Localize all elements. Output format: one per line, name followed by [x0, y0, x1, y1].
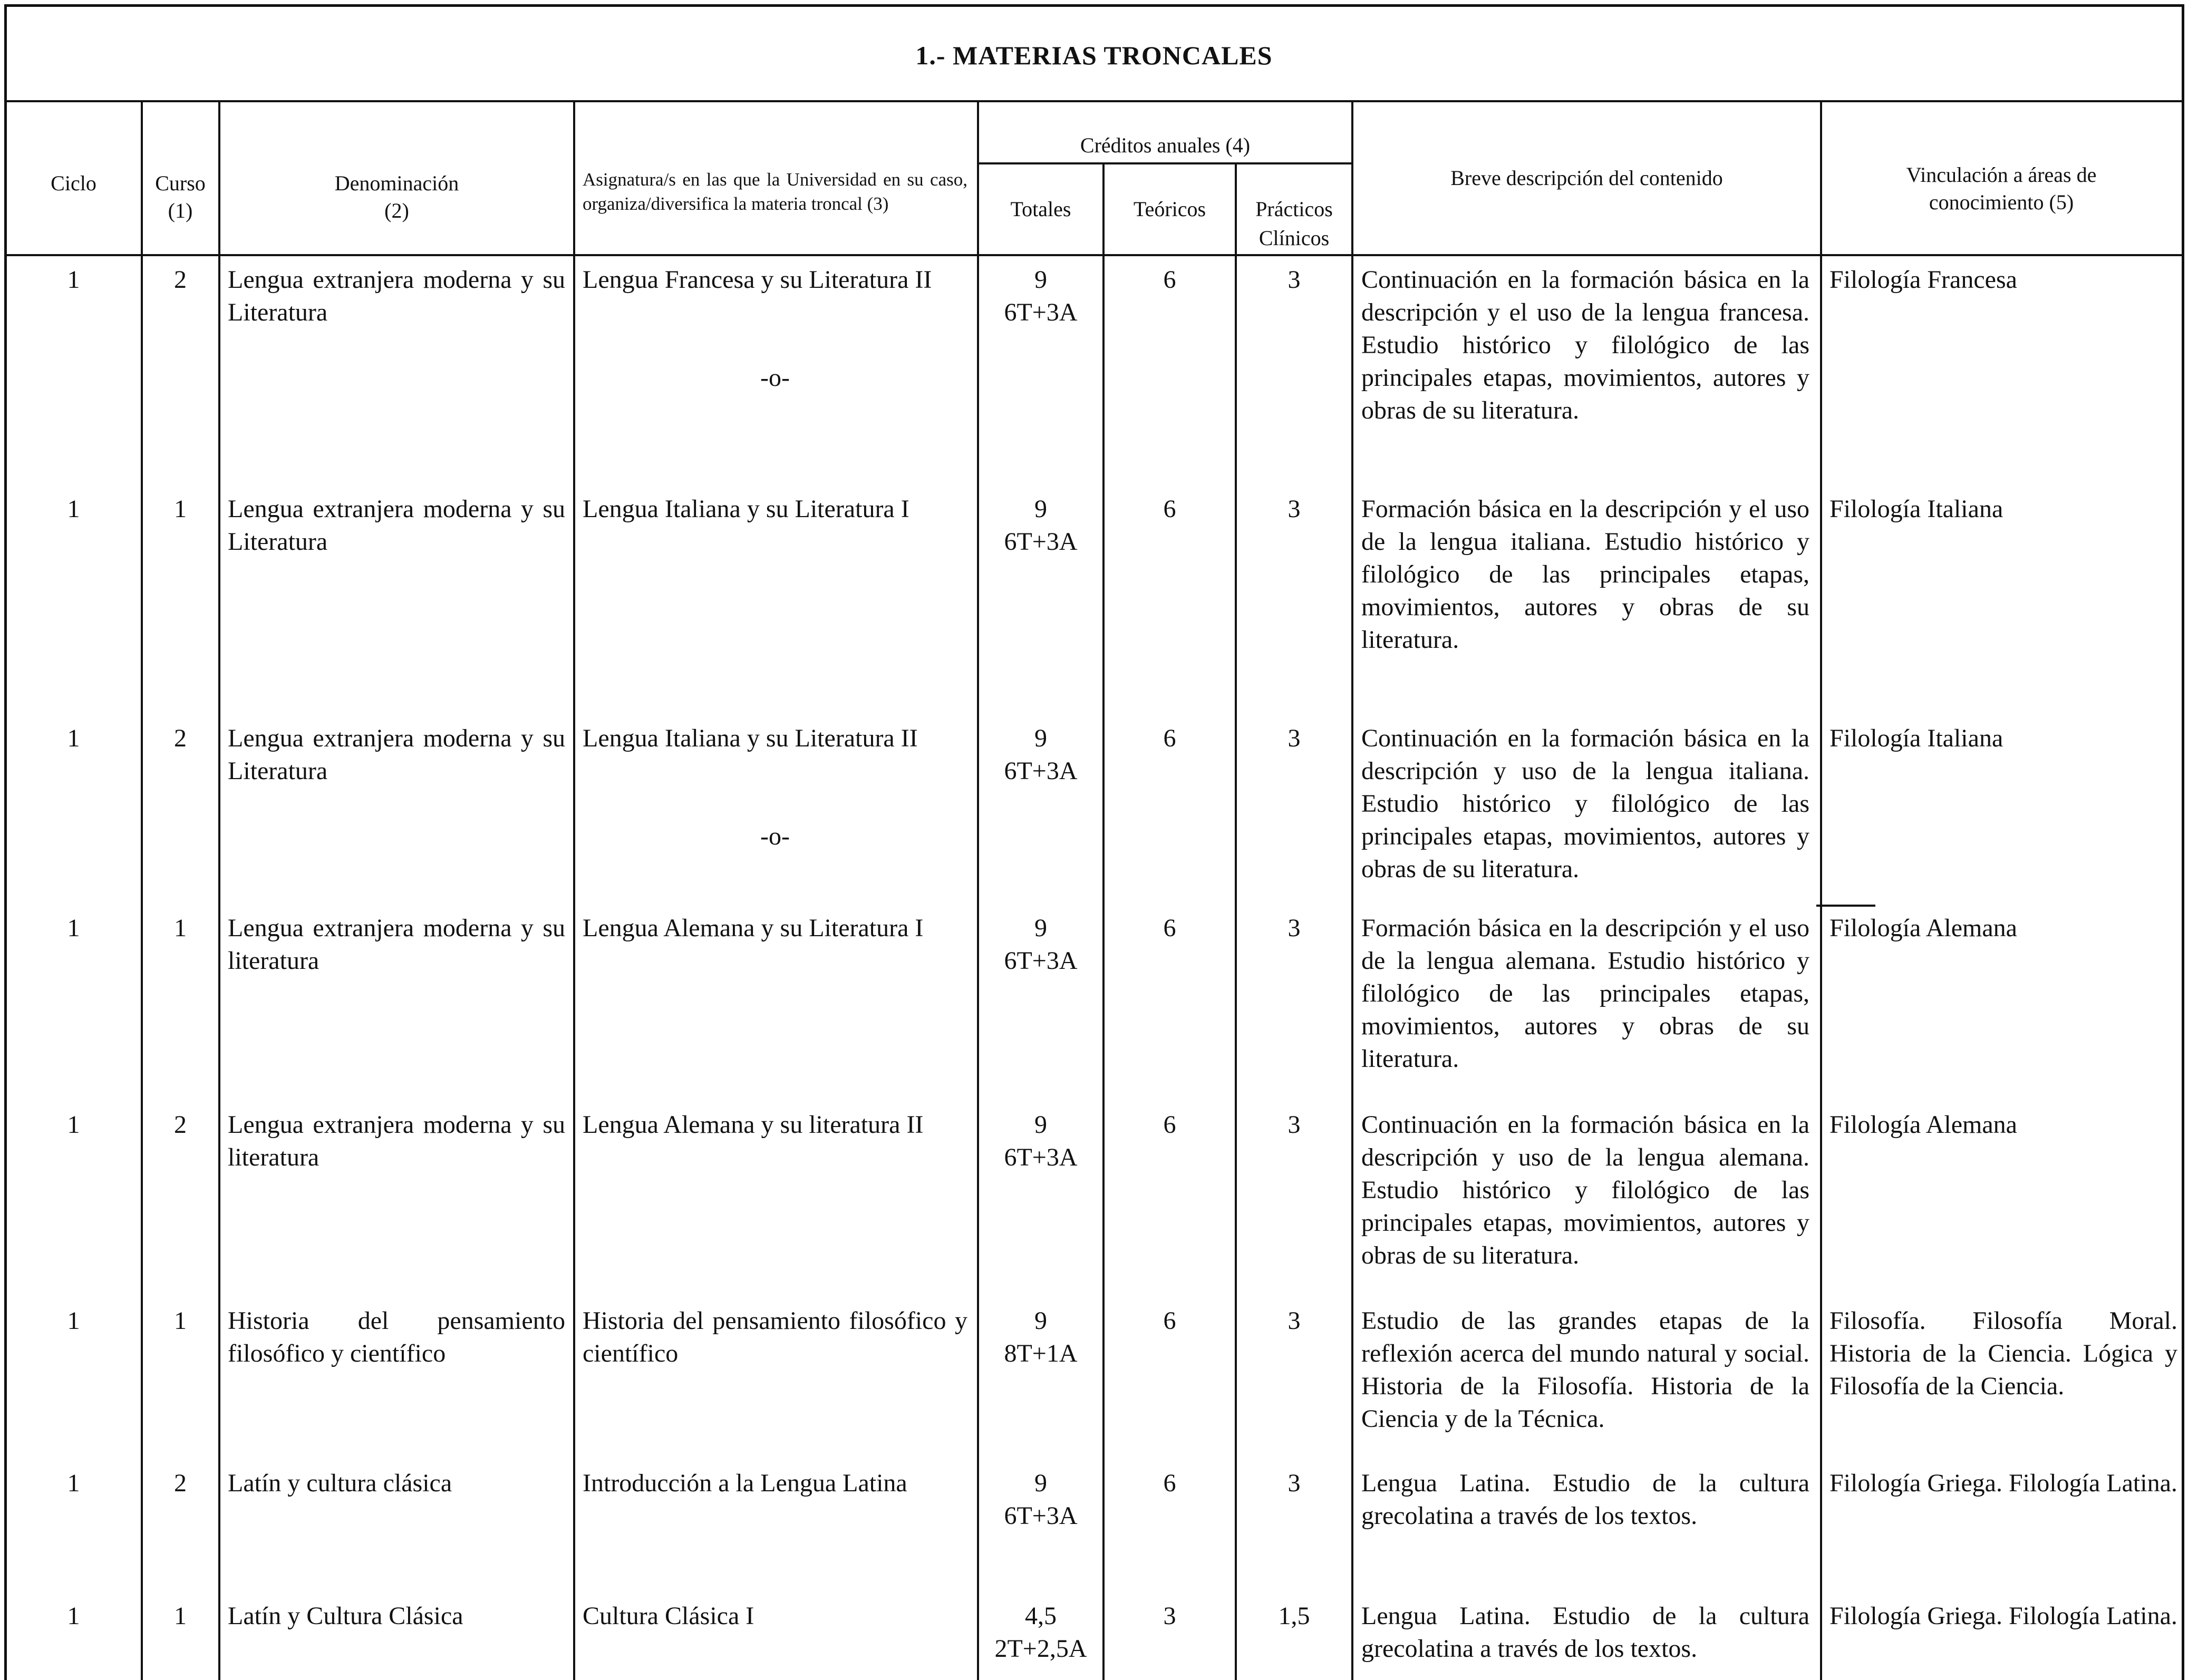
header-vinculacion: Vinculación a áreas de	[1906, 163, 2097, 187]
cell-denominacion: Lengua extranjera moderna y su Literatura	[228, 495, 565, 556]
cell-teoricos: 6	[1163, 1469, 1176, 1497]
cell-totales: 9	[1034, 1469, 1047, 1497]
cell-ciclo: 1	[67, 724, 80, 752]
cell-curso: 2	[174, 266, 187, 294]
cell-denominacion: Latín y Cultura Clásica	[228, 1602, 463, 1630]
title-divider	[4, 100, 2184, 102]
cell-vinculacion: Filosofía. Filosofía Moral. Historia de la Ciencia. Lógica y Filosofía de la Ciencia.	[1829, 1307, 2177, 1400]
cell-denominacion: Latín y cultura clásica	[228, 1469, 452, 1497]
cell-curso: 1	[174, 1307, 187, 1335]
header-clinicos: Clínicos	[1258, 226, 1330, 250]
cell-descripcion: Continuación en la formación básica en la descripción y el uso de la lengua francesa. Estudio histórico y filológico de las principales etapas, movimientos, autores y obras de su literatura.	[1361, 266, 1809, 424]
cell-practicos: 1,5	[1278, 1602, 1310, 1630]
cell-curso: 2	[174, 724, 187, 752]
col-divider	[1351, 100, 1353, 1680]
cell-ciclo: 1	[67, 1111, 80, 1139]
cell-descripcion: Continuación en la formación básica en la descripción y uso de la lengua italiana. Estudio histórico y filológico de las principales etapas, movimientos, autores y obras de su literatura.	[1361, 724, 1809, 883]
cell-vinculacion: Filología Griega. Filología Latina.	[1829, 1602, 2177, 1630]
cell-vinculacion: Filología Alemana	[1829, 914, 2017, 942]
cell-vinculacion: Filología Francesa	[1829, 266, 2017, 294]
header-vinculacion-2: conocimiento (5)	[1929, 190, 2074, 214]
credits-divider	[978, 162, 1352, 164]
cell-curso: 2	[174, 1111, 187, 1139]
cell-asignatura: Lengua Alemana y su literatura II	[583, 1111, 924, 1139]
page-title: 1.- MATERIAS TRONCALES	[915, 41, 1273, 70]
header-teoricos: Teóricos	[1133, 197, 1206, 221]
cell-teoricos: 6	[1163, 1111, 1176, 1139]
cell-descripcion: Lengua Latina. Estudio de la cultura grecolatina a través de los textos.	[1361, 1469, 1809, 1530]
cell-descripcion: Formación básica en la descripción y el uso de la lengua alemana. Estudio histórico y filológico de las principales etapas, movimientos, autores y obras de su literatura.	[1361, 914, 1809, 1073]
cell-separator: -o-	[760, 822, 790, 850]
cell-totales: 9	[1034, 495, 1047, 523]
header-ciclo: Ciclo	[51, 171, 96, 195]
header-asignatura: Asignatura/s en las que la Universidad en su caso, organiza/diversifica la materia troncal (3)	[583, 169, 967, 214]
cell-practicos: 3	[1287, 266, 1301, 294]
cell-totales: 9	[1034, 914, 1047, 942]
row-tick	[1816, 905, 1875, 907]
header-creditos: Créditos anuales (4)	[1080, 133, 1251, 157]
cell-asignatura: Lengua Italiana y su Literatura II	[583, 724, 918, 752]
cell-curso: 1	[174, 914, 187, 942]
cell-denominacion: Lengua extranjera moderna y su literatura	[228, 1111, 565, 1171]
cell-totales: 9	[1034, 724, 1047, 752]
cell-teoricos: 6	[1163, 266, 1176, 294]
col-divider	[218, 100, 220, 1680]
cell-totales: 4,5	[1025, 1602, 1057, 1630]
cell-practicos: 3	[1287, 1111, 1301, 1139]
cell-denominacion: Lengua extranjera moderna y su Literatura	[228, 724, 565, 785]
cell-vinculacion: Filología Italiana	[1829, 724, 2003, 752]
cell-teoricos: 6	[1163, 914, 1176, 942]
header-totales: Totales	[1010, 197, 1071, 221]
header-denominacion-note: (2)	[384, 199, 409, 222]
cell-totales-detail: 6T+3A	[1004, 1143, 1078, 1171]
cell-practicos: 3	[1287, 724, 1301, 752]
cell-totales-detail: 6T+3A	[1004, 1502, 1078, 1530]
col-divider	[573, 100, 575, 1680]
cell-totales-detail: 8T+1A	[1004, 1339, 1078, 1367]
cell-practicos: 3	[1287, 1307, 1301, 1335]
col-divider	[141, 100, 143, 1680]
cell-asignatura: Lengua Alemana y su Literatura I	[583, 914, 924, 942]
cell-vinculacion: Filología Alemana	[1829, 1111, 2017, 1139]
cell-totales-detail: 6T+3A	[1004, 757, 1078, 785]
cell-ciclo: 1	[67, 1602, 80, 1630]
cell-asignatura: Historia del pensamiento filosófico y científico	[583, 1307, 967, 1367]
cell-totales-detail: 2T+2,5A	[994, 1635, 1087, 1663]
cell-asignatura: Lengua Francesa y su Literatura II	[583, 266, 932, 294]
cell-teoricos: 6	[1163, 1307, 1176, 1335]
cell-denominacion: Lengua extranjera moderna y su literatura	[228, 914, 565, 975]
cell-asignatura: Lengua Italiana y su Literatura I	[583, 495, 909, 523]
cell-denominacion: Historia del pensamiento filosófico y científico	[228, 1307, 565, 1367]
cell-vinculacion: Filología Italiana	[1829, 495, 2003, 523]
cell-totales: 9	[1034, 266, 1047, 294]
cell-curso: 2	[174, 1469, 187, 1497]
cell-totales: 9	[1034, 1307, 1047, 1335]
cell-descripcion: Estudio de las grandes etapas de la reflexión acerca del mundo natural y social. Historia de la Filosofía. Historia de la Ciencia y de la Técnica.	[1361, 1307, 1809, 1433]
cell-totales-detail: 6T+3A	[1004, 298, 1078, 326]
cell-practicos: 3	[1287, 914, 1301, 942]
cell-ciclo: 1	[67, 1307, 80, 1335]
header-descripcion: Breve descripción del contenido	[1450, 166, 1723, 190]
cell-practicos: 3	[1287, 1469, 1301, 1497]
cell-ciclo: 1	[67, 266, 80, 294]
header-divider	[4, 254, 2184, 256]
cell-teoricos: 6	[1163, 495, 1176, 523]
cell-denominacion: Lengua extranjera moderna y su Literatura	[228, 266, 565, 326]
header-denominacion: Denominación	[334, 171, 459, 195]
header-curso: Curso	[155, 171, 206, 195]
cell-teoricos: 3	[1163, 1602, 1176, 1630]
cell-curso: 1	[174, 1602, 187, 1630]
cell-teoricos: 6	[1163, 724, 1176, 752]
col-divider	[977, 100, 979, 1680]
cell-ciclo: 1	[67, 1469, 80, 1497]
cell-vinculacion: Filología Griega. Filología Latina.	[1829, 1469, 2177, 1497]
cell-asignatura: Introducción a la Lengua Latina	[583, 1469, 907, 1497]
cell-descripcion: Formación básica en la descripción y el uso de la lengua italiana. Estudio histórico y filológico de las principales etapas, movimientos, autores y obras de su literatura.	[1361, 495, 1809, 654]
cell-practicos: 3	[1287, 495, 1301, 523]
cell-ciclo: 1	[67, 914, 80, 942]
col-divider	[1820, 100, 1822, 1680]
cell-separator: -o-	[760, 364, 790, 392]
cell-curso: 1	[174, 495, 187, 523]
cell-descripcion: Lengua Latina. Estudio de la cultura grecolatina a través de los textos.	[1361, 1602, 1809, 1663]
cell-totales-detail: 6T+3A	[1004, 947, 1078, 975]
header-curso-note: (1)	[168, 199, 193, 222]
header-practicos: Prácticos	[1255, 197, 1333, 221]
cell-totales: 9	[1034, 1111, 1047, 1139]
cell-totales-detail: 6T+3A	[1004, 528, 1078, 556]
cell-asignatura: Cultura Clásica I	[583, 1602, 754, 1630]
cell-ciclo: 1	[67, 495, 80, 523]
cell-descripcion: Continuación en la formación básica en la descripción y uso de la lengua alemana. Estudio histórico y filológico de las principales etapas, movimientos, autores y obras de su literatura.	[1361, 1111, 1809, 1269]
